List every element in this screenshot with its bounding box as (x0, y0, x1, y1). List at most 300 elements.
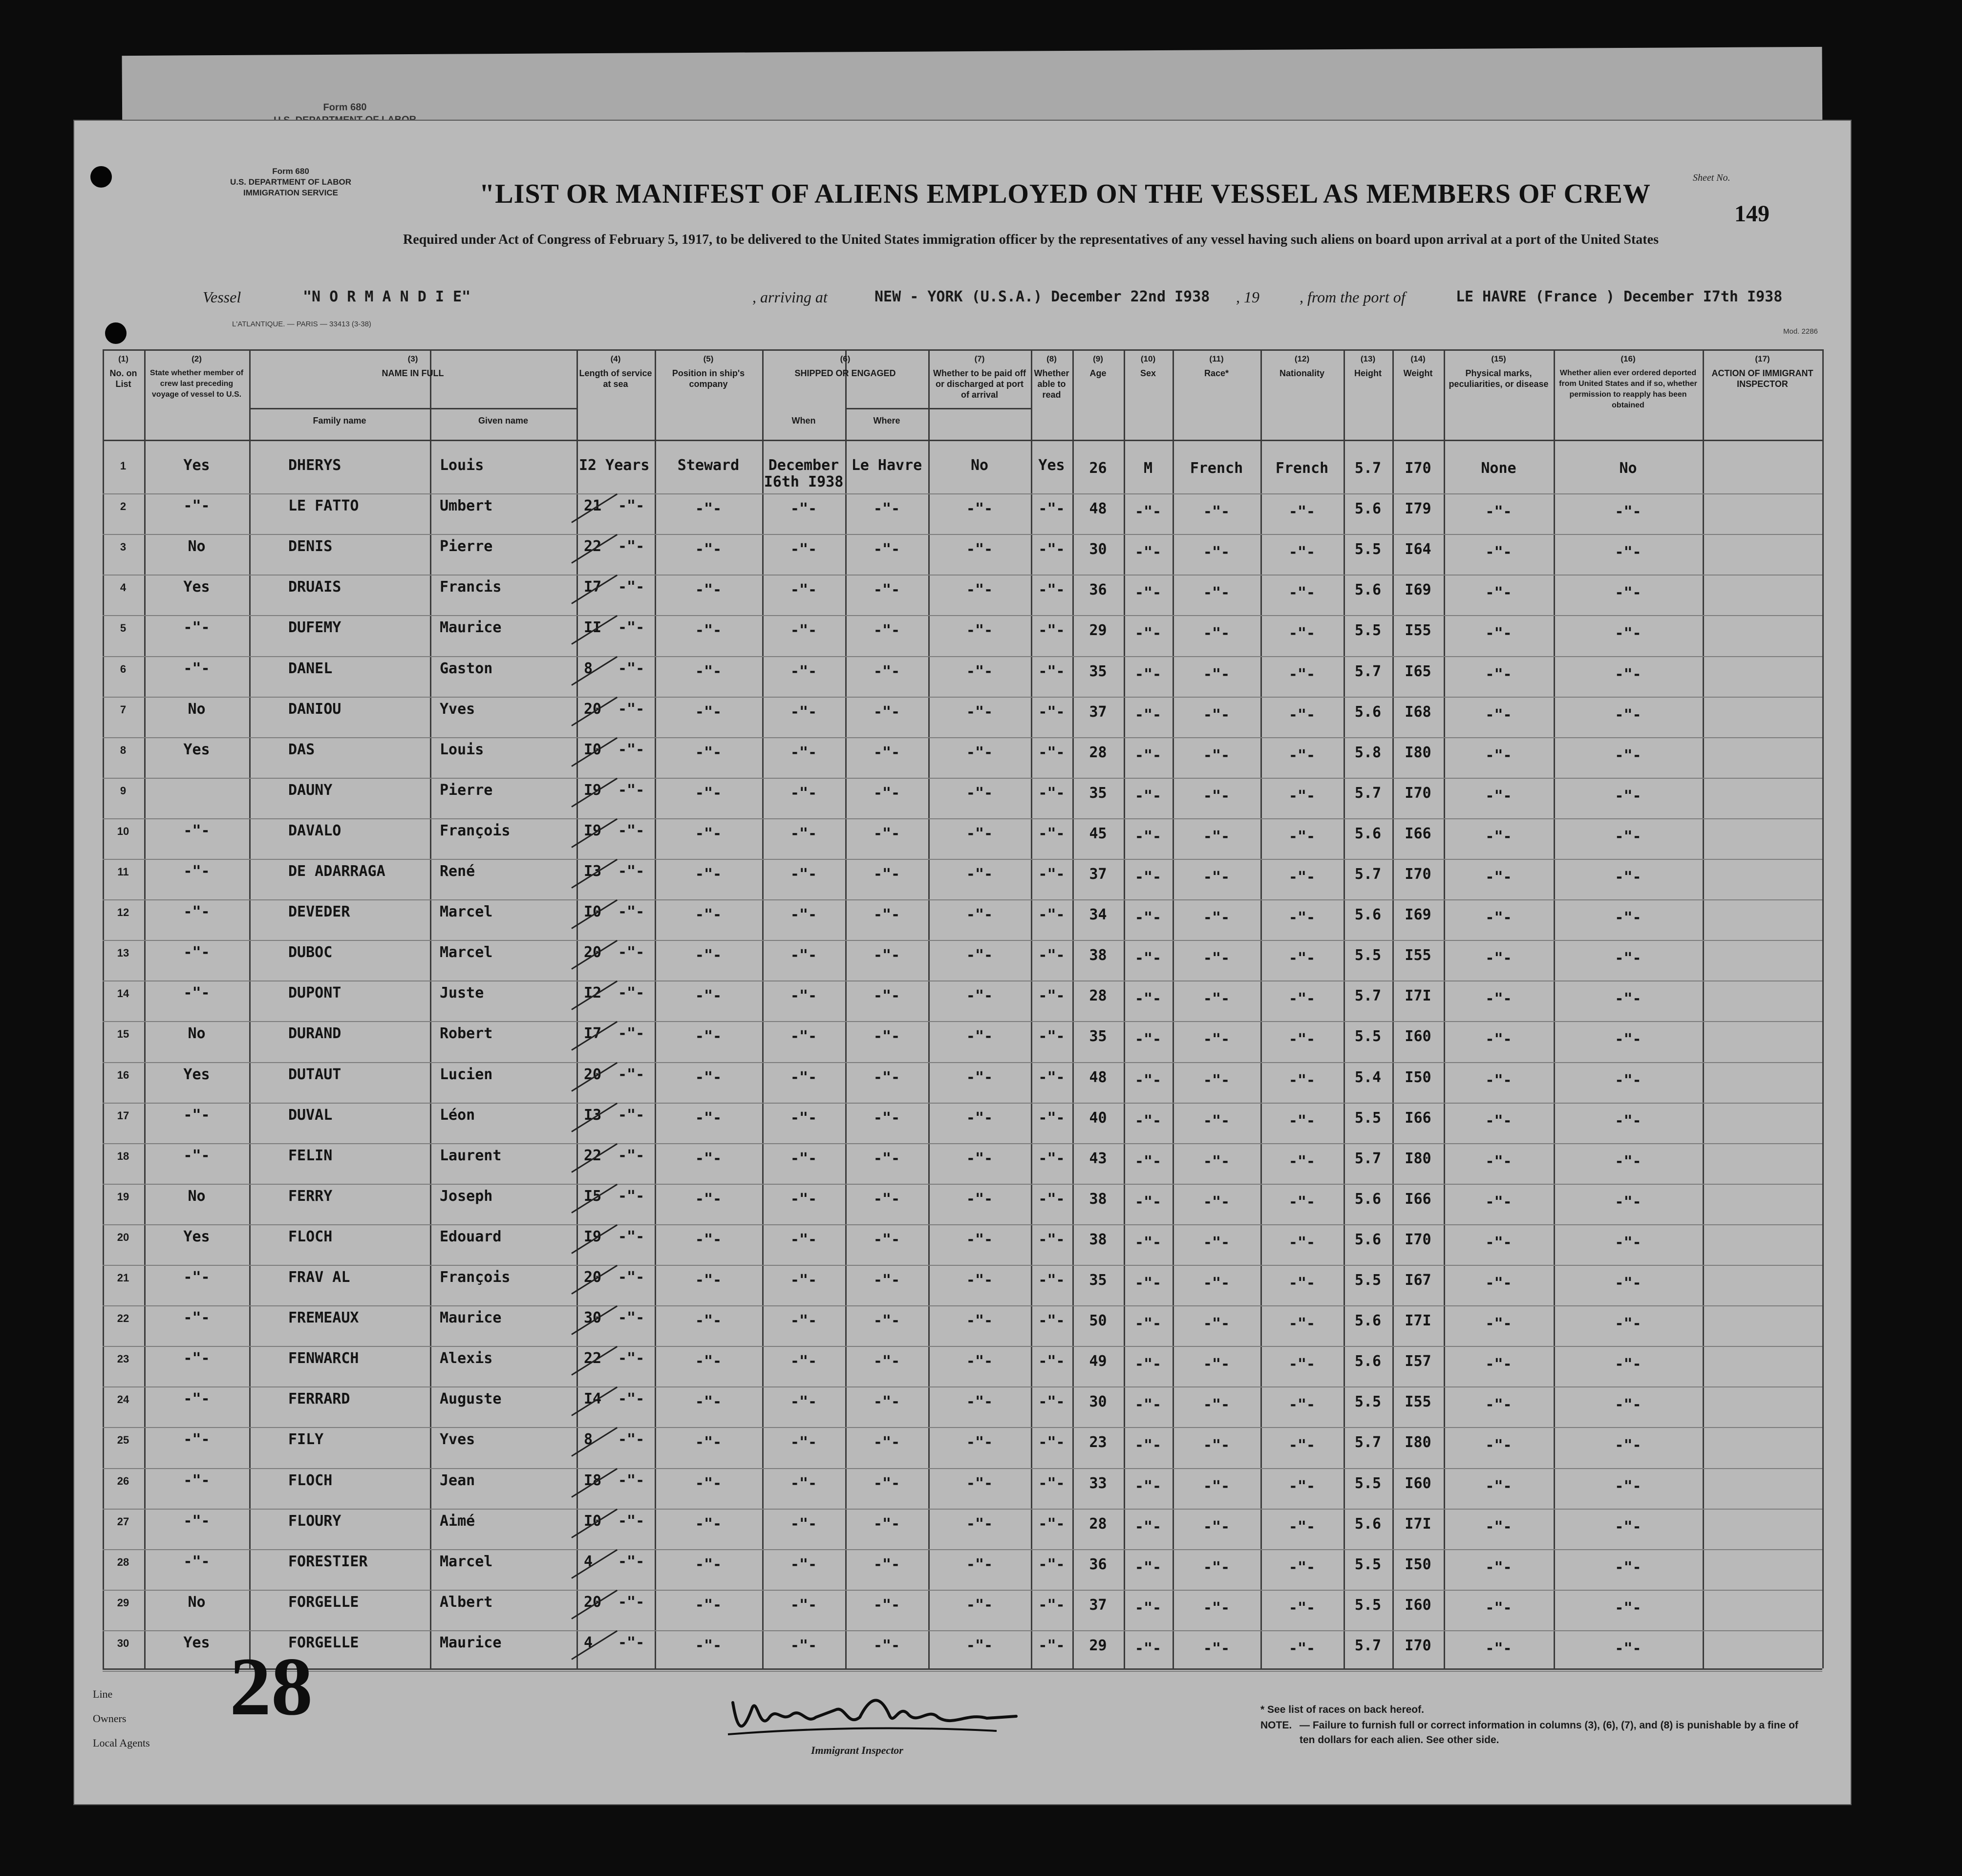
column-header-c13: Height (1354, 368, 1382, 378)
age: 38 (1089, 947, 1107, 964)
ditto-mark: -"- (1038, 1272, 1065, 1289)
given-name: René (440, 863, 475, 880)
age: 37 (1089, 1596, 1107, 1614)
punch-hole (90, 166, 112, 188)
weight: I55 (1405, 947, 1431, 964)
family-name: DUBOC (288, 944, 333, 961)
ditto-mark: -"- (1615, 1558, 1642, 1576)
ditto-mark: -"- (1288, 1477, 1316, 1495)
ditto-mark: -"- (790, 500, 817, 518)
given-name: Francis (440, 578, 502, 596)
handwritten-count: 28 (230, 1641, 313, 1732)
weight: I60 (1405, 1596, 1431, 1614)
ditto-mark: -"- (873, 1637, 900, 1654)
member-prev-voyage: -"- (183, 822, 210, 839)
ditto-mark: -"- (1038, 866, 1065, 883)
line-number: 10 (117, 825, 129, 837)
family-name: DUPONT (288, 984, 341, 1002)
height: 5.7 (1354, 784, 1382, 802)
height: 5.5 (1354, 1109, 1382, 1127)
ditto-mark: -"- (695, 1272, 722, 1289)
ditto-mark: -"- (966, 1150, 993, 1167)
column-header-where: Where (873, 416, 900, 426)
weight: I64 (1405, 541, 1431, 558)
ditto-mark: -"- (966, 1474, 993, 1492)
ditto-mark: -"- (1134, 1071, 1162, 1089)
ditto-mark: -"- (695, 1312, 722, 1330)
family-name: DUTAUT (288, 1066, 341, 1083)
length-of-service: I0 (584, 1512, 602, 1530)
length-of-service: 21 (584, 497, 602, 515)
ditto-mark: -"- (1615, 1193, 1642, 1211)
ditto-mark: -"- (1134, 1396, 1162, 1414)
ditto-mark: -"- (1485, 1518, 1512, 1535)
height: 5.5 (1354, 1596, 1382, 1614)
weight: I60 (1405, 1028, 1431, 1045)
given-name: Gaston (440, 660, 493, 677)
member-prev-voyage: -"- (183, 660, 210, 677)
member-prev-voyage: -"- (183, 1269, 210, 1286)
height: 5.5 (1354, 1556, 1382, 1573)
row-divider (103, 1630, 1822, 1631)
ditto-mark: -"- (790, 866, 817, 883)
ditto-mark: -"- (1485, 1193, 1512, 1211)
line-number: 8 (120, 744, 127, 756)
length-of-service: 22 (584, 1350, 602, 1367)
age: 26 (1089, 460, 1107, 477)
height: 5.6 (1354, 500, 1382, 518)
ditto-mark: -"- (790, 1190, 817, 1208)
family-name: LE FATTO (288, 497, 359, 515)
height: 5.5 (1354, 541, 1382, 558)
line-number: 28 (117, 1556, 129, 1568)
ditto-mark: -"- (1134, 503, 1162, 521)
height: 5.6 (1354, 825, 1382, 842)
member-prev-voyage: -"- (183, 1471, 210, 1489)
line-number: 14 (117, 987, 129, 1000)
row-divider (103, 1671, 1822, 1672)
ditto-mark: -"- (1203, 787, 1230, 805)
page-title: "LIST OR MANIFEST OF ALIENS EMPLOYED ON THE VESSEL AS MEMBERS OF CREW (479, 179, 1651, 209)
ditto-mark: -"- (695, 1190, 722, 1208)
ditto-mark: -"- (873, 1434, 900, 1451)
year-label: , 19 (1236, 288, 1259, 306)
ditto-mark: -"- (1134, 1477, 1162, 1495)
ditto-mark: -"- (1203, 584, 1230, 602)
row-divider (103, 534, 1822, 535)
length-of-service: 8 (584, 1431, 593, 1449)
family-name: DRUAIS (288, 578, 341, 596)
line-label: Line (93, 1688, 113, 1700)
ditto-mark: -"- (1288, 584, 1316, 602)
service-slash-mark (571, 1427, 618, 1457)
ditto-mark: -"- (1485, 706, 1512, 724)
ditto-mark: -"- (1134, 1518, 1162, 1535)
weight: I66 (1405, 825, 1431, 842)
member-prev-voyage: -"- (183, 497, 210, 515)
length-of-service: I4 (584, 1390, 602, 1408)
ditto-mark: -"- (1288, 1640, 1316, 1657)
given-name: Yves (440, 1431, 475, 1449)
owners-label: Owners (93, 1712, 127, 1725)
physical-marks: None (1481, 460, 1516, 477)
ditto-mark: -"- (1615, 665, 1642, 683)
ditto-mark: -"- (1615, 1437, 1642, 1454)
ditto-mark: -"- (966, 541, 993, 558)
row-divider (103, 615, 1822, 616)
row-divider (103, 1305, 1822, 1306)
age: 35 (1089, 1028, 1107, 1045)
ditto-mark: -"- (1038, 500, 1065, 518)
ditto-mark: -"- (873, 1109, 900, 1127)
column-header-given-name: Given name (478, 416, 529, 426)
note-text: — Failure to furnish full or correct information in columns (3), (6), (7), and (8) is punishable by a fine of ten dollars for each alien. See other side. (1300, 1720, 1798, 1746)
service-slash-mark (571, 656, 618, 685)
ditto-mark: -"- (1485, 1558, 1512, 1576)
member-prev-voyage: -"- (183, 1350, 210, 1367)
column-number-c9: (9) (1093, 354, 1103, 363)
family-name: FERRARD (288, 1390, 350, 1408)
height: 5.5 (1354, 1028, 1382, 1045)
column-header-family-name: Family name (313, 416, 366, 426)
height: 5.5 (1354, 1474, 1382, 1492)
column-header-c8: Whether able to read (1034, 368, 1069, 400)
deported: No (1619, 460, 1637, 477)
given-name: Louis (440, 741, 484, 758)
ditto-mark: -"- (873, 1068, 900, 1086)
ditto-mark: -"- (695, 1596, 722, 1614)
ditto-mark: -"- (966, 581, 993, 599)
given-name: Marcel (440, 903, 493, 921)
length-of-service: I9 (584, 822, 602, 839)
age: 23 (1089, 1434, 1107, 1451)
ditto-mark: -"- (1288, 869, 1316, 886)
ditto-mark: -"- (1038, 622, 1065, 640)
department-name: U.S. DEPARTMENT OF LABOR (230, 177, 352, 187)
column-number-c7: (7) (974, 354, 985, 363)
member-prev-voyage: -"- (183, 903, 210, 921)
length-of-service-ditto: -"- (618, 1066, 645, 1083)
length-of-service-ditto: -"- (618, 863, 645, 880)
ditto-mark: -"- (966, 703, 993, 721)
column-number-c6: (6) (840, 354, 851, 363)
shipped-when: December (768, 457, 839, 474)
ditto-mark: -"- (1134, 1112, 1162, 1130)
age: 28 (1089, 987, 1107, 1005)
ditto-mark: -"- (1203, 990, 1230, 1008)
ditto-mark: -"- (1485, 1275, 1512, 1292)
given-name: Marcel (440, 944, 493, 961)
ditto-mark: -"- (1288, 1275, 1316, 1292)
ditto-mark: -"- (1288, 950, 1316, 967)
ditto-mark: -"- (1203, 503, 1230, 521)
length-of-service-ditto: -"- (618, 1106, 645, 1124)
ditto-mark: -"- (966, 1190, 993, 1208)
weight: I70 (1405, 460, 1431, 477)
given-name: Yves (440, 700, 475, 718)
weight: I80 (1405, 744, 1431, 761)
column-number-c17: (17) (1755, 354, 1770, 363)
ditto-mark: -"- (1485, 1112, 1512, 1130)
ditto-mark: -"- (1485, 909, 1512, 927)
row-divider (103, 1021, 1822, 1022)
ditto-mark: -"- (873, 1515, 900, 1533)
given-name: Maurice (440, 1634, 502, 1651)
ditto-mark: -"- (1615, 1356, 1642, 1373)
weight: I65 (1405, 662, 1431, 680)
family-name: DEVEDER (288, 903, 350, 921)
line-number: 25 (117, 1434, 129, 1447)
ditto-mark: -"- (1288, 1152, 1316, 1170)
ditto-mark: -"- (966, 1272, 993, 1289)
column-header-c3: NAME IN FULL (382, 368, 444, 378)
column-header-c12: Nationality (1279, 368, 1324, 378)
column-number-c5: (5) (703, 354, 714, 363)
column-rule (1822, 349, 1824, 1668)
column-number-c1: (1) (118, 354, 128, 363)
family-name: DAS (288, 741, 315, 758)
race: French (1190, 460, 1243, 477)
line-number: 15 (117, 1028, 129, 1041)
ditto-mark: -"- (1288, 1396, 1316, 1414)
from-label: , from the port of (1300, 288, 1406, 306)
ditto-mark: -"- (790, 1353, 817, 1370)
shipped-where: Le Havre (851, 457, 922, 474)
length-of-service: 4 (584, 1634, 593, 1651)
given-name: Joseph (440, 1187, 493, 1205)
ditto-mark: -"- (1288, 544, 1316, 561)
ditto-mark: -"- (695, 1150, 722, 1167)
arriving-value: NEW - YORK (U.S.A.) December 22nd I938 (874, 288, 1210, 305)
ditto-mark: -"- (1288, 1599, 1316, 1617)
family-name: FORGELLE (288, 1593, 359, 1611)
length-of-service-ditto: -"- (618, 700, 645, 718)
row-divider (103, 1386, 1822, 1387)
weight: I7I (1405, 1515, 1431, 1533)
row-divider (103, 899, 1822, 900)
ditto-mark: -"- (966, 866, 993, 883)
ditto-mark: -"- (695, 541, 722, 558)
length-of-service: I9 (584, 781, 602, 799)
height: 5.7 (1354, 460, 1382, 477)
ditto-mark: -"- (966, 1515, 993, 1533)
family-name: DENIS (288, 538, 333, 555)
ditto-mark: -"- (1288, 503, 1316, 521)
ditto-mark: -"- (790, 703, 817, 721)
service-slash-mark (571, 1549, 618, 1579)
given-name: Robert (440, 1025, 493, 1043)
line-number: 29 (117, 1596, 129, 1609)
ditto-mark: -"- (1134, 1558, 1162, 1576)
column-number-c10: (10) (1140, 354, 1156, 363)
ditto-mark: -"- (695, 1028, 722, 1045)
row-divider (103, 737, 1822, 738)
length-of-service-ditto: -"- (618, 578, 645, 596)
given-name: Pierre (440, 781, 493, 799)
column-header-c4: Length of service at sea (579, 368, 652, 389)
ditto-mark: -"- (873, 1231, 900, 1248)
ditto-mark: -"- (790, 1474, 817, 1492)
member-prev-voyage: -"- (183, 1147, 210, 1164)
length-of-service-ditto: -"- (618, 1390, 645, 1408)
length-of-service: 20 (584, 1269, 602, 1286)
ditto-mark: -"- (695, 703, 722, 721)
ditto-mark: -"- (873, 1393, 900, 1411)
row-divider (103, 1549, 1822, 1550)
ditto-mark: -"- (1615, 544, 1642, 561)
column-header-when: When (791, 416, 816, 426)
ditto-mark: -"- (1615, 1031, 1642, 1048)
member-prev-voyage: Yes (183, 1634, 210, 1651)
member-prev-voyage: No (188, 1025, 206, 1043)
ditto-mark: -"- (790, 1150, 817, 1167)
member-prev-voyage: -"- (183, 984, 210, 1002)
row-divider (103, 656, 1822, 657)
ditto-mark: -"- (1038, 1231, 1065, 1248)
ditto-mark: -"- (966, 662, 993, 680)
weight: I7I (1405, 987, 1431, 1005)
ditto-mark: -"- (1134, 665, 1162, 683)
ditto-mark: -"- (966, 1353, 993, 1370)
height: 5.5 (1354, 1393, 1382, 1411)
age: 33 (1089, 1474, 1107, 1492)
ditto-mark: -"- (1288, 909, 1316, 927)
weight: I57 (1405, 1353, 1431, 1370)
given-name: Léon (440, 1106, 475, 1124)
column-number-c16: (16) (1621, 354, 1636, 363)
line-number: 6 (120, 662, 127, 675)
ditto-mark: -"- (790, 1434, 817, 1451)
ditto-mark: -"- (1203, 1112, 1230, 1130)
subtitle: Required under Act of Congress of February 5, 1917, to be delivered to the United States immigration officer by the representatives of any vessel having such aliens on board upon arrival at a port of the United States (403, 232, 1659, 247)
weight: I80 (1405, 1150, 1431, 1167)
ditto-mark: -"- (966, 622, 993, 640)
age: 35 (1089, 784, 1107, 802)
ditto-mark: -"- (790, 581, 817, 599)
length-of-service: 4 (584, 1553, 593, 1570)
line-number: 17 (117, 1109, 129, 1122)
ditto-mark: -"- (695, 1109, 722, 1127)
service-name: IMMIGRATION SERVICE (243, 188, 338, 197)
ditto-mark: -"- (1485, 1396, 1512, 1414)
ditto-mark: -"- (695, 1231, 722, 1248)
length-of-service: 20 (584, 1593, 602, 1611)
age: 40 (1089, 1109, 1107, 1127)
ditto-mark: -"- (790, 1556, 817, 1573)
length-of-service-ditto: -"- (618, 1147, 645, 1164)
line-number: 5 (120, 622, 127, 635)
paid-off: No (970, 457, 989, 474)
age: 36 (1089, 581, 1107, 599)
ditto-mark: -"- (1038, 703, 1065, 721)
ditto-mark: -"- (1615, 909, 1642, 927)
shipped-when-date: I6th I938 (764, 473, 844, 490)
column-rule (1703, 349, 1704, 1668)
age: 29 (1089, 1637, 1107, 1654)
age: 36 (1089, 1556, 1107, 1573)
table-header-rule (103, 440, 1822, 441)
signature-caption: Immigrant Inspector (811, 1744, 903, 1756)
member-prev-voyage: Yes (183, 1066, 210, 1083)
weight: I69 (1405, 906, 1431, 924)
row-divider (103, 1062, 1822, 1063)
age: 49 (1089, 1353, 1107, 1370)
height: 5.5 (1354, 622, 1382, 640)
column-number-c12: (12) (1294, 354, 1310, 363)
height: 5.6 (1354, 1312, 1382, 1330)
ditto-mark: -"- (1203, 1071, 1230, 1089)
weight: I70 (1405, 1637, 1431, 1654)
ditto-mark: -"- (1038, 662, 1065, 680)
ditto-mark: -"- (1615, 1112, 1642, 1130)
length-of-service: I0 (584, 741, 602, 758)
ditto-mark: -"- (1288, 1193, 1316, 1211)
ditto-mark: -"- (1615, 950, 1642, 967)
member-prev-voyage: Yes (183, 741, 210, 758)
vessel-label: Vessel (203, 288, 241, 306)
given-name: Lucien (440, 1066, 493, 1083)
column-number-c4: (4) (610, 354, 621, 363)
ditto-mark: -"- (1288, 625, 1316, 642)
ditto-mark: -"- (1134, 787, 1162, 805)
ditto-mark: -"- (873, 703, 900, 721)
ditto-mark: -"- (1038, 1150, 1065, 1167)
ditto-mark: -"- (790, 784, 817, 802)
ditto-mark: -"- (1203, 1275, 1230, 1292)
ditto-mark: -"- (1038, 1109, 1065, 1127)
ditto-mark: -"- (1203, 746, 1230, 764)
height: 5.7 (1354, 1150, 1382, 1167)
family-name: FORESTIER (288, 1553, 368, 1570)
ditto-mark: -"- (1615, 503, 1642, 521)
ditto-mark: -"- (1615, 1315, 1642, 1333)
line-number: 7 (120, 703, 127, 716)
ditto-mark: -"- (1288, 990, 1316, 1008)
weight: I70 (1405, 784, 1431, 802)
ditto-mark: -"- (1203, 1356, 1230, 1373)
ditto-mark: -"- (966, 1312, 993, 1330)
length-of-service-ditto: -"- (618, 619, 645, 637)
ditto-mark: -"- (1038, 1068, 1065, 1086)
family-name: FENWARCH (288, 1350, 359, 1367)
column-header-c10: Sex (1140, 368, 1156, 378)
age: 28 (1089, 744, 1107, 761)
ditto-mark: -"- (1134, 1437, 1162, 1454)
shipped-subheader-rule (845, 408, 1031, 409)
ditto-mark: -"- (695, 987, 722, 1005)
ditto-mark: -"- (1615, 1518, 1642, 1535)
ditto-mark: -"- (1038, 1556, 1065, 1573)
ditto-mark: -"- (790, 987, 817, 1005)
row-divider (103, 1427, 1822, 1428)
ditto-mark: -"- (1134, 625, 1162, 642)
ditto-mark: -"- (1485, 787, 1512, 805)
ditto-mark: -"- (790, 1637, 817, 1654)
height: 5.7 (1354, 987, 1382, 1005)
weight: I55 (1405, 622, 1431, 640)
ditto-mark: -"- (1288, 706, 1316, 724)
ditto-mark: -"- (1134, 1234, 1162, 1251)
length-of-service: I3 (584, 863, 602, 880)
ditto-mark: -"- (790, 744, 817, 761)
column-number-c14: (14) (1410, 354, 1426, 363)
ditto-mark: -"- (1134, 1315, 1162, 1333)
ditto-mark: -"- (1203, 1477, 1230, 1495)
ditto-mark: -"- (873, 1272, 900, 1289)
arriving-label: , arriving at (752, 288, 828, 306)
ditto-mark: -"- (966, 784, 993, 802)
ditto-mark: -"- (695, 947, 722, 964)
